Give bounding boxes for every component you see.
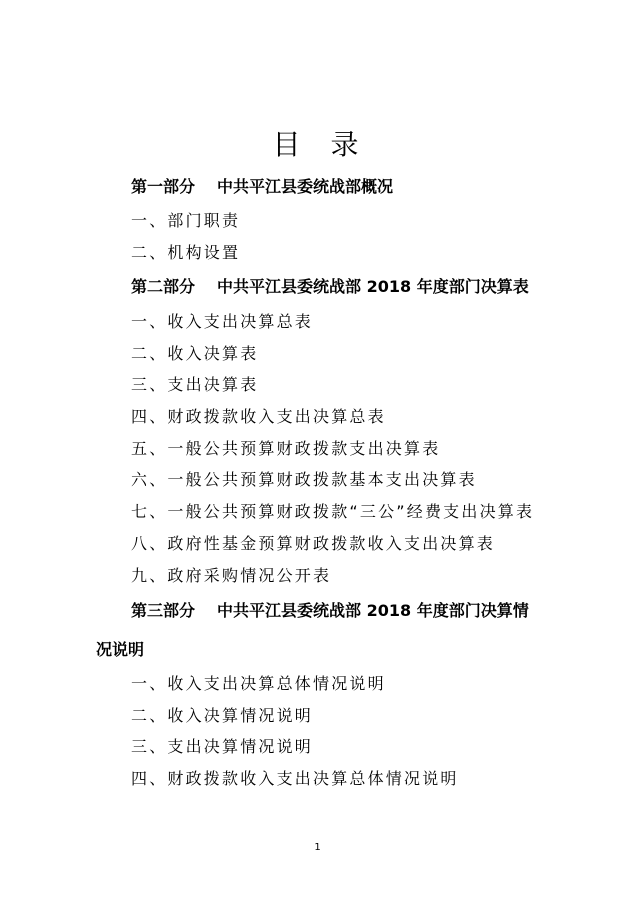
part-3-item: 一、收入支出决算总体情况说明	[131, 674, 386, 693]
part-3-item: 二、收入决算情况说明	[131, 706, 314, 725]
part-2-item: 二、收入决算表	[131, 344, 259, 363]
part-3-name-line-2: 况说明	[96, 640, 145, 659]
part-2-item: 七、一般公共预算财政拨款“三公”经费支出决算表	[131, 502, 535, 521]
toc-title-char-2: 录	[330, 128, 363, 161]
part-1-item: 一、部门职责	[131, 211, 241, 230]
page-number: 1	[314, 842, 321, 853]
part-2-item: 九、政府采购情况公开表	[131, 566, 332, 585]
part-1-name: 中共平江县委统战部概况	[217, 177, 394, 196]
part-3-item: 四、财政拨款收入支出决算总体情况说明	[131, 769, 459, 788]
part-3-item: 三、支出决算情况说明	[131, 737, 314, 756]
part-1-label: 第一部分	[131, 177, 196, 196]
part-2-item: 三、支出决算表	[131, 375, 259, 394]
toc-title-char-1: 目	[272, 128, 305, 161]
toc-title	[0, 127, 635, 163]
part-3-heading	[131, 600, 529, 622]
part-3-name-line-1: 中共平江县委统战部 2018 年度部门决算情	[217, 601, 529, 620]
part-1-heading	[131, 176, 393, 198]
part-2-label: 第二部分	[131, 277, 196, 296]
part-3-label: 第三部分	[131, 601, 196, 620]
part-2-name: 中共平江县委统战部 2018 年度部门决算表	[217, 277, 529, 296]
part-2-item: 四、财政拨款收入支出决算总表	[131, 407, 386, 426]
part-1-item: 二、机构设置	[131, 243, 241, 262]
part-2-heading	[131, 276, 529, 298]
part-2-item: 六、一般公共预算财政拨款基本支出决算表	[131, 470, 477, 489]
part-2-item: 八、政府性基金预算财政拨款收入支出决算表	[131, 534, 496, 553]
part-2-item: 五、一般公共预算财政拨款支出决算表	[131, 439, 441, 458]
part-2-item: 一、收入支出决算总表	[131, 312, 314, 331]
